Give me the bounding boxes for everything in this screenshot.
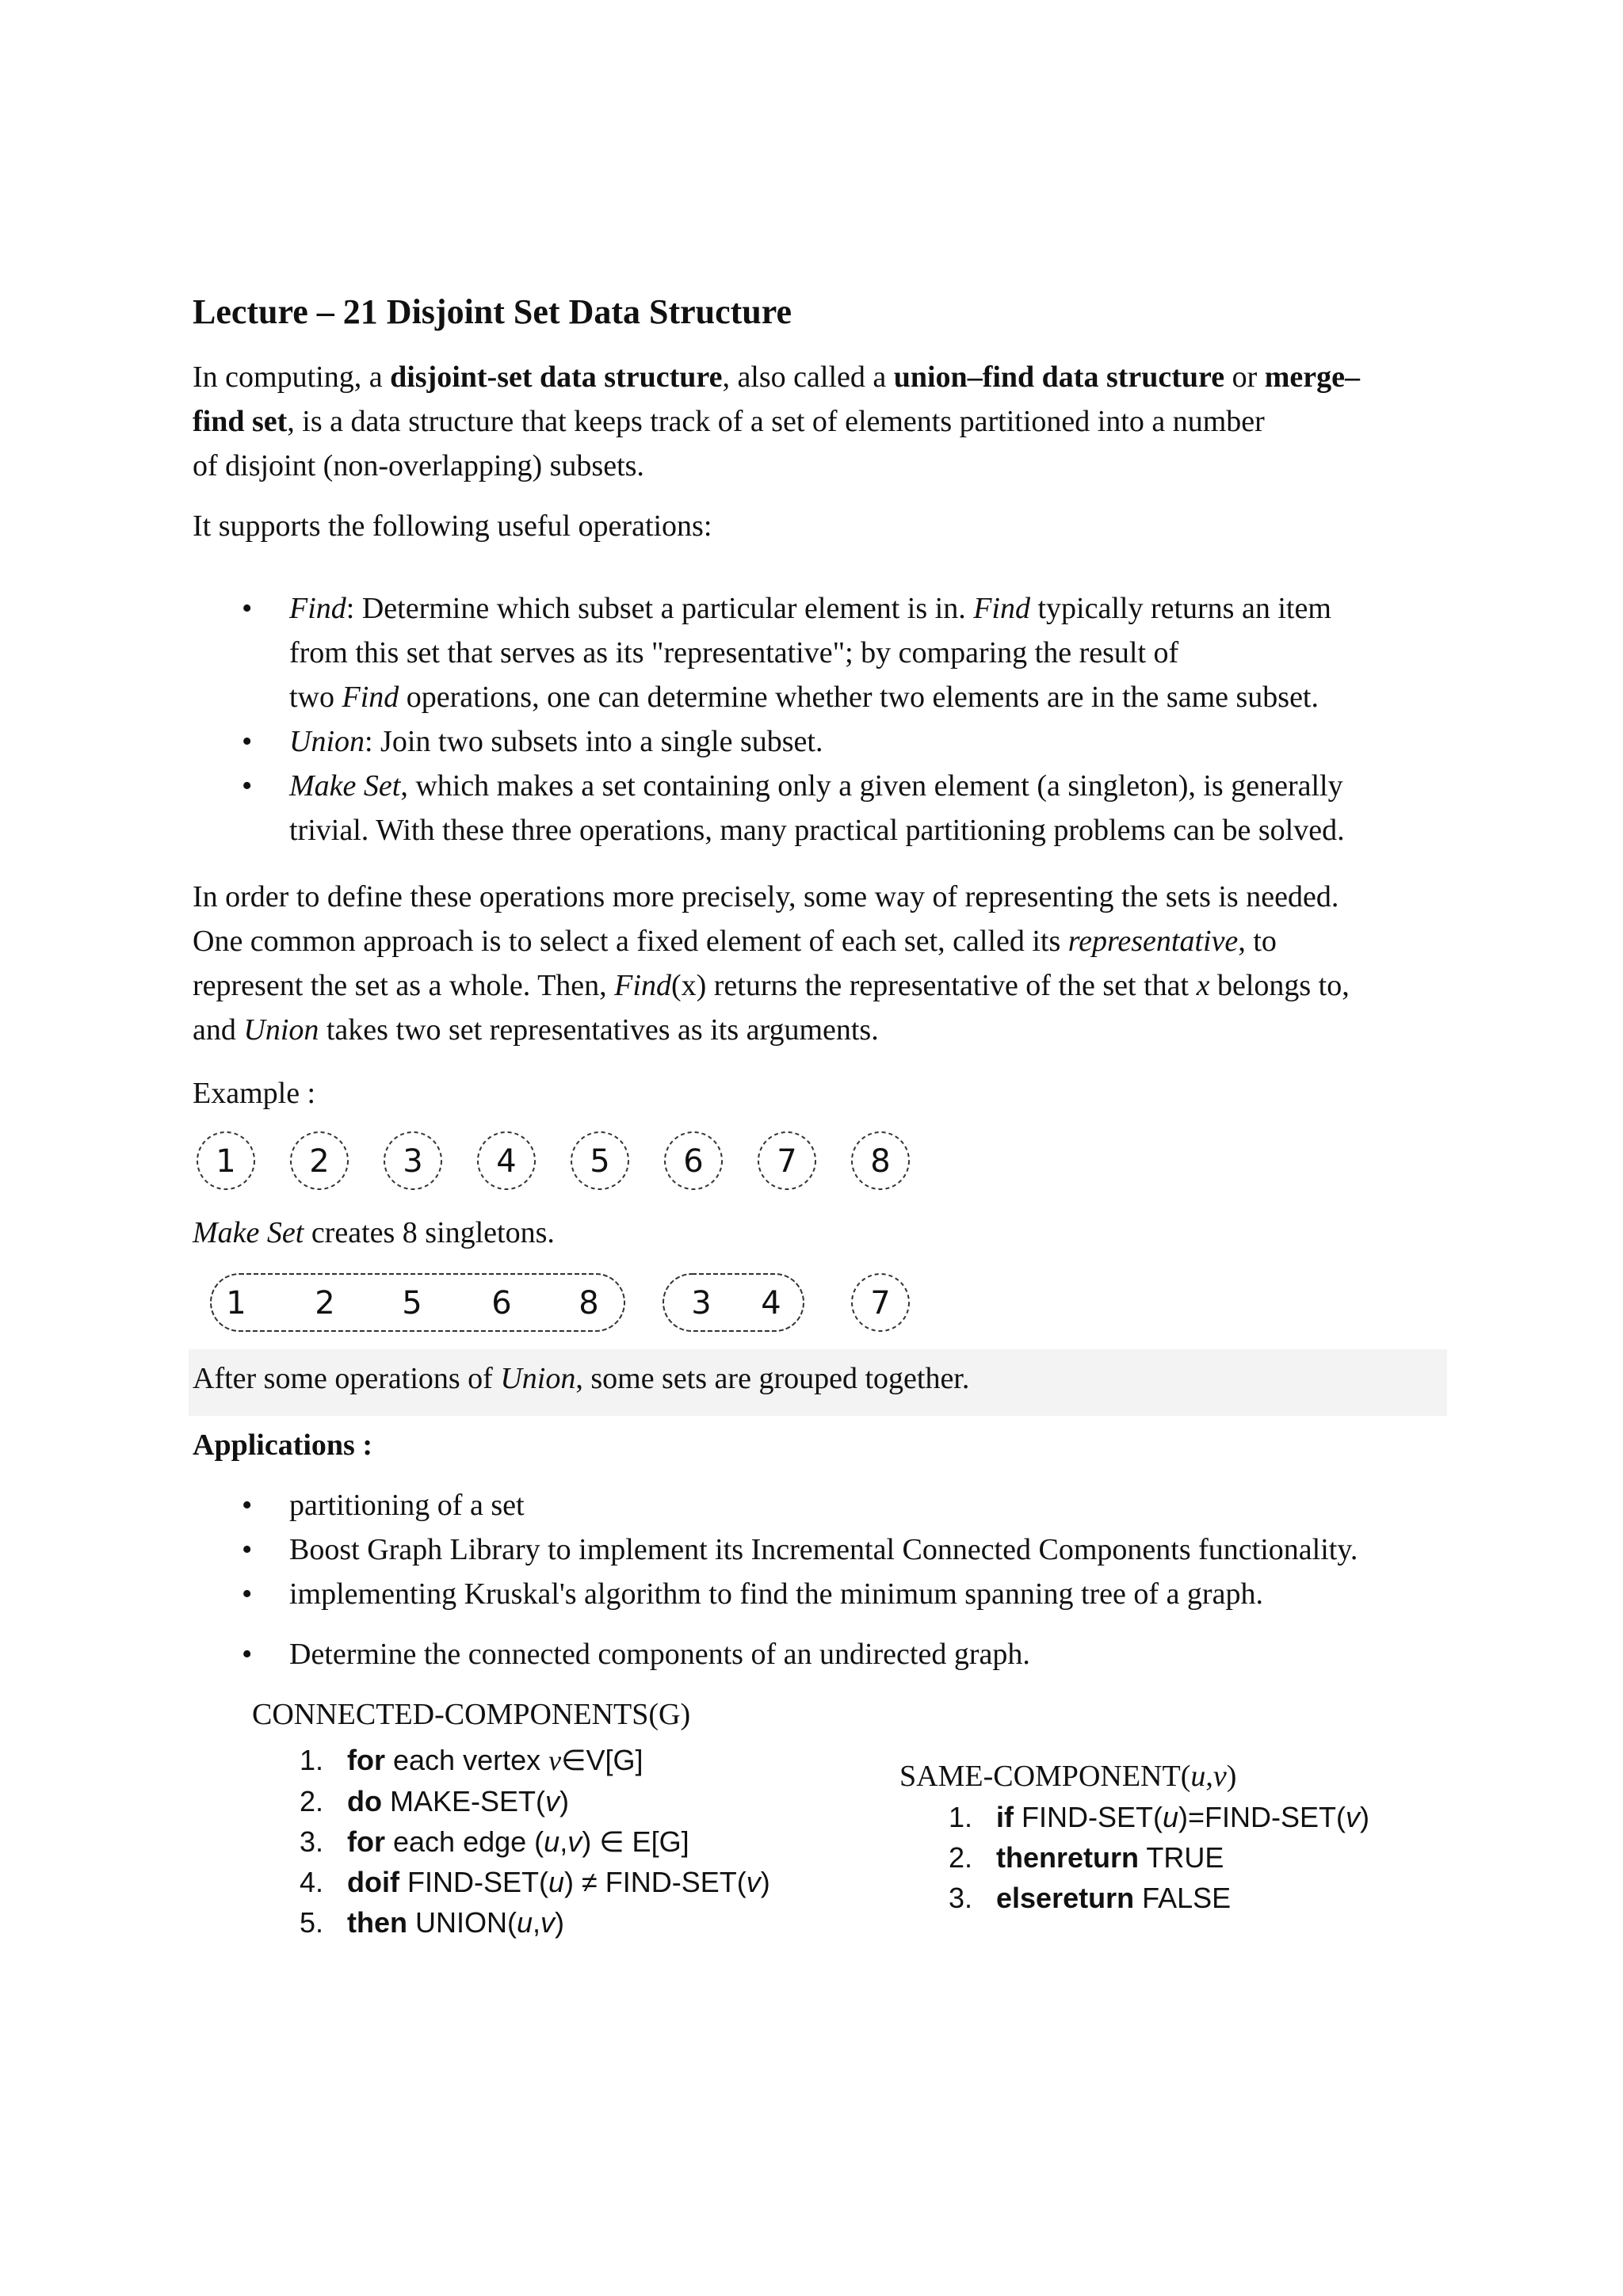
algo-step: 2. thenreturn TRUE [949,1841,1224,1874]
singleton-node [384,1132,441,1189]
algo-step: 2. do MAKE-SET(v) [300,1785,569,1817]
list-item: • Determine the connected components of an undirected graph. [242,1638,1030,1671]
algo-step: 1. if FIND-SET(u)=FIND-SET(v) [949,1801,1370,1833]
same-component-heading: SAME-COMPONENT(u,v) [899,1760,1237,1793]
singleton-node [291,1132,348,1189]
node-label: 5 [402,1285,422,1322]
list-item: • Find: Determine which subset a particular element is in. Find typically returns an item from this set that serves as its "representative"; by comparing the result of two Find operations, one can determine whether two elements are in the same subset. [242,592,1331,714]
define-paragraph: In order to define these operations more precisely, some way of representing the sets is needed. One common approach is to select a fixed element of each set, called its representative, to represent the set as a whole. Then, Find(x) returns the representative of the set that x belongs to, and Union takes two set representatives as its arguments. [193,880,1350,1047]
node-label: 8 [579,1285,599,1322]
grouped-sets-figure [190,1266,919,1339]
singletons-figure [190,1125,919,1196]
node-label: 3 [403,1143,423,1180]
node-label: 1 [216,1143,236,1180]
set-group [852,1274,909,1331]
node-label: 2 [309,1143,330,1180]
list-item: • Union: Join two subsets into a single subset. [242,725,823,758]
applications-heading: Applications : [193,1428,372,1462]
node-label: 6 [491,1285,512,1322]
node-label: 8 [870,1143,891,1180]
connected-components-heading: CONNECTED-COMPONENTS(G) [252,1698,691,1731]
list-item: • implementing Kruskal's algorithm to find the minimum spanning tree of a graph. [242,1577,1263,1611]
set-group [663,1274,804,1331]
singleton-node [665,1132,722,1189]
algo-step: 3. for each edge (u,v) ∈ E[G] [300,1825,689,1858]
node-label: 6 [683,1143,704,1180]
list-item: • Boost Graph Library to implement its Incremental Connected Components functionality. [242,1533,1358,1566]
algo-step: 3. elsereturn FALSE [949,1882,1232,1914]
node-label: 4 [496,1143,517,1180]
node-label: 1 [226,1285,246,1322]
operations-list [0,586,1506,852]
node-label: 3 [691,1285,712,1322]
applications-list [0,1483,1506,1676]
node-label: 5 [590,1143,610,1180]
intro-paragraph: In computing, a disjoint-set data structure, also called a union–find data structure or merge– find set, is a data structure that keeps track of a set of elements partitioned into a number of disjoint (non-overlapping) subsets. [193,360,1361,482]
algo-step: 5. then UNION(u,v) [300,1906,565,1939]
singleton-node [758,1132,815,1189]
set-group [211,1274,624,1331]
singleton-node [197,1132,254,1189]
node-label: 4 [761,1285,781,1322]
lecture-title: Lecture – 21 Disjoint Set Data Structure [193,292,792,331]
algo-step: 1. for each vertex v∈V[G] [300,1744,643,1776]
node-label: 7 [777,1143,797,1180]
node-label: 2 [315,1285,335,1322]
same-component-steps [949,1797,1369,1918]
singleton-node [571,1132,628,1189]
list-item: • partitioning of a set [242,1489,525,1522]
singleton-node [478,1132,535,1189]
supports-sentence: It supports the following useful operations: [193,509,712,543]
node-label: 7 [870,1285,891,1322]
list-item: • Make Set, which makes a set containing only a given element (a singleton), is generally trivial. With these three operations, many practical partitioning problems can be solved. [242,769,1345,847]
makeset-caption: Make Set creates 8 singletons. [193,1216,555,1249]
union-caption: After some operations of Union, some sets are grouped together. [193,1362,970,1395]
example-label: Example : [193,1077,316,1110]
algo-step: 4. doif FIND-SET(u) ≠ FIND-SET(v) [300,1866,770,1898]
singleton-node [852,1132,909,1189]
connected-components-steps [300,1740,770,1943]
